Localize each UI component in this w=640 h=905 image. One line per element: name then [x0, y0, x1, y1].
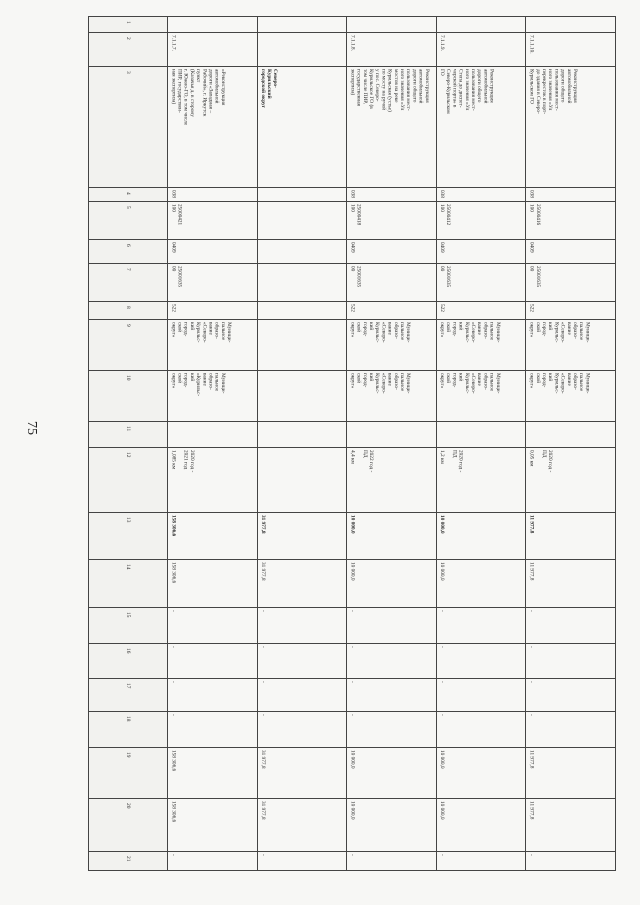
- table-cell-text: 10 000,0: [438, 750, 445, 769]
- table-cell: [168, 188, 258, 202]
- table-cell: [168, 512, 258, 560]
- column-header-label: 16: [125, 648, 132, 654]
- table-row: [89, 370, 616, 421]
- table-cell-text: 2020 год - ПД 1,2 км: [438, 449, 464, 473]
- table-cell: [257, 301, 347, 319]
- table-cell: [168, 201, 258, 240]
- table-cell-text: 10 000,0: [349, 801, 356, 820]
- table-cell-text: -: [349, 646, 356, 648]
- table-cell-text: 11 977,8: [528, 514, 535, 533]
- table-cell-text: 10 000,0: [438, 801, 445, 820]
- table-cell: [347, 607, 437, 643]
- table-cell-text: 522: [349, 303, 356, 312]
- table-cell: [257, 17, 347, 33]
- table-cell: [347, 512, 437, 560]
- table-cell-text: -: [170, 681, 177, 683]
- table-cell: [257, 319, 347, 370]
- table-cell: [168, 319, 258, 370]
- table-cell-text: «Реконструкция автомобильной дороги «Западная – Рабочий», г. Иркутск пункт (Казачья д. в сторону г. Южно-ГО, в том числе ПИР, государствен- ная экспертиза): [170, 68, 226, 126]
- table-row: [89, 748, 616, 799]
- table-cell-text: -: [349, 609, 356, 612]
- column-header: [89, 560, 168, 608]
- table-cell-text: 158 306,6: [170, 801, 177, 823]
- column-header: [89, 17, 168, 33]
- table-cell: [257, 240, 347, 264]
- table-cell: [436, 447, 526, 512]
- table-cell-text: 7.1.1.10.: [528, 34, 535, 54]
- table-cell-text: 2020 год - 2021 год 1,085 км: [170, 449, 195, 473]
- table-cell: [347, 201, 437, 240]
- table-cell-text: Муници- пальное образо- вание «Северо- Курильс- кий город- ской округ»: [170, 321, 233, 343]
- table-row: [89, 17, 616, 33]
- table-cell-text: 11 977,8: [528, 801, 535, 820]
- table-cell-text: 31 977,8: [259, 562, 266, 581]
- table-cell: [436, 301, 526, 319]
- table-cell: [168, 851, 258, 870]
- table-cell-text: Северо- Курильский городской округ: [259, 68, 279, 108]
- table-cell-text: -: [259, 609, 266, 612]
- table-cell-text: 10 000,0: [438, 514, 445, 534]
- column-header-label: 10: [125, 374, 132, 381]
- table-cell-text: Муници- пальное образо- вание «Курильс- кий город- ской округ»: [170, 372, 226, 396]
- table-row: [89, 301, 616, 319]
- budget-table: [88, 16, 616, 871]
- table-cell-text: -: [259, 853, 266, 856]
- table-row: [89, 66, 616, 187]
- table-cell-text: 522: [528, 303, 535, 312]
- column-header: [89, 512, 168, 560]
- table-cell-text: 158 306,6: [170, 750, 177, 772]
- column-header: [89, 264, 168, 301]
- table-row: [89, 447, 616, 512]
- column-header-label: 19: [125, 752, 132, 758]
- table-cell: [526, 301, 616, 319]
- table-cell: [526, 851, 616, 870]
- table-cell: [168, 370, 258, 421]
- column-header: [89, 679, 168, 712]
- table-cell-text: -: [259, 646, 266, 648]
- table-cell: [526, 319, 616, 370]
- table-cell: [436, 748, 526, 799]
- table-cell-text: 7.1.1.7.: [170, 34, 177, 51]
- table-cell: [526, 560, 616, 608]
- table-cell-text: -: [528, 853, 535, 856]
- column-header: [89, 799, 168, 851]
- table-row: [89, 679, 616, 712]
- table-cell-text: 25001635 00: [438, 266, 452, 288]
- column-header: [89, 188, 168, 202]
- column-header-label: 20: [125, 803, 132, 809]
- table-cell: [347, 799, 437, 851]
- column-header-label: 15: [125, 611, 132, 618]
- table-cell-text: -: [170, 609, 177, 612]
- table-cell: [257, 188, 347, 202]
- column-header: [89, 66, 168, 187]
- table-row: [89, 712, 616, 748]
- table-cell: [526, 607, 616, 643]
- column-header-label: 4: [125, 192, 132, 195]
- table-cell: [436, 319, 526, 370]
- table-cell: [257, 201, 347, 240]
- table-cell: [526, 447, 616, 512]
- table-cell-text: Муници- пальное образо- вание «Северо- Курильс- кий город- ской округ»: [438, 372, 501, 394]
- table-cell: [168, 607, 258, 643]
- table-cell: [526, 240, 616, 264]
- table-cell-text: Муници- пальное образо- вание «Северо- Курильс- кий город- ской округ»: [349, 372, 412, 394]
- table-cell-text: Реконструкция автомобильной дороги общего пользования мест- ного значения «Ул перекресток в порт- до здания в Северо- Курильском ГО: [528, 68, 578, 114]
- table-row: [89, 644, 616, 679]
- table-cell-text: 10 000,0: [438, 562, 445, 581]
- table-cell: [168, 799, 258, 851]
- table-row: [89, 607, 616, 643]
- table-cell-text: -: [259, 681, 266, 683]
- table-cell-text: -: [170, 714, 177, 716]
- column-header-label: 21: [125, 855, 132, 861]
- table-cell: [347, 301, 437, 319]
- column-header-label: 2: [125, 36, 132, 40]
- table-cell: [347, 748, 437, 799]
- table-cell-text: 038: [170, 190, 177, 199]
- table-cell: [257, 512, 347, 560]
- table-cell-text: 7.1.1.8.: [349, 34, 356, 51]
- table-cell-text: Муници- пальное образо- вание «Северо- Курильс- кий город- ской округ»: [528, 321, 591, 343]
- table-cell: [168, 66, 258, 187]
- table-cell: [436, 712, 526, 748]
- table-cell: [436, 370, 526, 421]
- table-cell-text: 0409: [438, 242, 445, 253]
- table-cell-text: 038: [528, 190, 535, 199]
- table-cell: [257, 799, 347, 851]
- table-cell: [347, 851, 437, 870]
- table-cell: [347, 264, 437, 301]
- column-header: [89, 447, 168, 512]
- table-cell-text: 25000421 100: [170, 203, 183, 226]
- table-cell: [168, 560, 258, 608]
- table-cell: [526, 679, 616, 712]
- data-table: [88, 16, 616, 871]
- table-cell-text: -: [438, 609, 445, 612]
- table-cell-text: -: [438, 646, 445, 648]
- table-cell-text: 522: [170, 303, 177, 312]
- table-cell: [436, 201, 526, 240]
- table-cell: [347, 644, 437, 679]
- table-cell: [168, 17, 258, 33]
- table-cell: [436, 851, 526, 870]
- table-cell-text: 25000416 100: [528, 203, 541, 226]
- table-cell: [347, 319, 437, 370]
- table-row: [89, 32, 616, 66]
- table-cell: [347, 679, 437, 712]
- table-cell-text: 31 977,8: [259, 514, 266, 534]
- table-cell-text: -: [349, 714, 356, 716]
- table-cell: [526, 421, 616, 447]
- table-cell: [526, 17, 616, 33]
- column-header: [89, 712, 168, 748]
- column-header-label: 1: [125, 21, 132, 24]
- table-cell: [526, 32, 616, 66]
- table-cell: [526, 512, 616, 560]
- table-cell: [436, 512, 526, 560]
- table-cell: [526, 264, 616, 301]
- table-cell-text: -: [349, 853, 356, 856]
- table-cell: [526, 370, 616, 421]
- column-header-label: 6: [125, 244, 132, 248]
- table-cell-text: -: [170, 646, 177, 648]
- page-number: 75: [24, 421, 39, 435]
- table-cell-text: 7.1.1.9.: [438, 34, 445, 51]
- column-header-label: 14: [125, 564, 132, 570]
- table-cell: [168, 679, 258, 712]
- table-cell: [436, 679, 526, 712]
- table-cell: [436, 560, 526, 608]
- table-cell-text: 11 977,8: [528, 562, 535, 581]
- table-cell: [168, 421, 258, 447]
- table-cell-text: Реконструкция автомобильной дороги общего пользования мест- ного значения «Ул Степа до диспет- черской порта» в Северо-Курильском ГО: [438, 68, 495, 114]
- table-row: [89, 851, 616, 870]
- column-header-label: 13: [125, 516, 132, 522]
- column-header-label: 5: [125, 205, 132, 209]
- table-cell: [257, 712, 347, 748]
- table-cell-text: 31 977,8: [259, 750, 266, 769]
- table-row: [89, 799, 616, 851]
- table-cell: [526, 644, 616, 679]
- table-cell: [436, 607, 526, 643]
- table-cell-text: 10 000,0: [349, 514, 356, 534]
- table-cell: [168, 748, 258, 799]
- table-cell: [347, 66, 437, 187]
- table-cell: [436, 188, 526, 202]
- table-row: [89, 560, 616, 608]
- table-cell-text: 522: [438, 303, 445, 312]
- table-cell: [347, 712, 437, 748]
- table-cell: [168, 264, 258, 301]
- table-cell-text: 0409: [170, 242, 177, 253]
- table-cell: [526, 748, 616, 799]
- table-cell-text: -: [528, 646, 535, 648]
- table-cell-text: -: [349, 681, 356, 683]
- table-cell-text: -: [170, 853, 177, 856]
- table-row: [89, 188, 616, 202]
- table-row: [89, 319, 616, 370]
- table-cell-text: Муници- пальное образо- вание «Северо- Курильс- кий город- ской округ»: [438, 321, 501, 343]
- table-cell-text: 10 000,0: [349, 750, 356, 769]
- table-cell: [526, 799, 616, 851]
- table-cell-text: 158 306,6: [170, 562, 177, 584]
- table-cell-text: 25001635 00: [528, 266, 541, 288]
- table-cell-text: -: [528, 681, 535, 683]
- column-header: [89, 851, 168, 870]
- table-cell: [257, 748, 347, 799]
- column-header-label: 8: [125, 305, 132, 309]
- table-cell: [257, 32, 347, 66]
- table-cell-text: 0409: [528, 242, 535, 253]
- table-cell-text: Муници- пальное образо- вание «Северо- Курильс- кий город- ской округ»: [349, 321, 412, 343]
- table-cell-text: 158 306,6: [170, 514, 177, 536]
- column-header: [89, 370, 168, 421]
- table-cell-text: 11 977,8: [528, 750, 535, 769]
- table-cell: [257, 370, 347, 421]
- table-cell: [168, 644, 258, 679]
- column-header-label: 12: [125, 451, 132, 458]
- column-header-label: 18: [125, 716, 132, 722]
- table-cell: [526, 188, 616, 202]
- table-cell: [347, 32, 437, 66]
- table-cell: [347, 370, 437, 421]
- table-cell: [257, 66, 347, 187]
- table-cell-text: Реконструкция автомобильной дороги общего пользования мест- ного значения «Ул мостов на реке Курильская (устье) по мосту на ручей у пос. Северо- Курильское ГО (в том числе ПИР, государственная экспертиза): [349, 68, 430, 112]
- column-header: [89, 319, 168, 370]
- table-cell: [436, 644, 526, 679]
- table-cell: [436, 799, 526, 851]
- table-cell-text: 2022 год - ПД 4,4 км: [349, 449, 375, 473]
- table-cell-text: -: [438, 714, 445, 716]
- column-header: [89, 421, 168, 447]
- table-row: [89, 240, 616, 264]
- table-cell-text: -: [438, 853, 445, 856]
- table-cell-text: -: [528, 609, 535, 612]
- table-cell: [257, 560, 347, 608]
- table-row: [89, 264, 616, 301]
- table-cell-text: -: [259, 714, 266, 716]
- table-row: [89, 512, 616, 560]
- column-header-label: 11: [125, 425, 132, 432]
- table-cell-text: 25000412 100: [438, 203, 452, 226]
- column-header: [89, 301, 168, 319]
- table-cell: [257, 421, 347, 447]
- table-cell-text: 038: [349, 190, 356, 199]
- table-cell: [526, 66, 616, 187]
- column-header: [89, 644, 168, 679]
- table-cell-text: 2020 год - ПД 0,05 км: [528, 449, 554, 473]
- table-cell-text: Муници- пальное образо- вание «Северо- Курильс- кий город- ской округ»: [528, 372, 591, 394]
- table-cell: [436, 66, 526, 187]
- table-cell: [347, 188, 437, 202]
- table-cell: [168, 712, 258, 748]
- table-row: [89, 201, 616, 240]
- table-cell-text: 10 000,0: [349, 562, 356, 581]
- column-header: [89, 748, 168, 799]
- table-cell: [436, 264, 526, 301]
- table-cell: [347, 447, 437, 512]
- table-cell: [257, 851, 347, 870]
- table-cell: [257, 264, 347, 301]
- table-cell: [526, 201, 616, 240]
- table-cell: [526, 712, 616, 748]
- table-cell: [347, 240, 437, 264]
- table-cell: [168, 447, 258, 512]
- column-header: [89, 201, 168, 240]
- table-cell-text: 0409: [349, 242, 356, 253]
- table-cell: [436, 421, 526, 447]
- table-cell: [257, 679, 347, 712]
- table-cell: [168, 240, 258, 264]
- table-cell-text: -: [438, 681, 445, 683]
- table-cell-text: 25001635 00: [349, 266, 362, 288]
- table-cell-text: 038: [438, 190, 445, 199]
- table-row: [89, 421, 616, 447]
- column-header-label: 3: [125, 70, 132, 74]
- column-header: [89, 240, 168, 264]
- table-cell-text: 25001635 00: [170, 266, 183, 288]
- table-cell: [257, 447, 347, 512]
- column-header: [89, 607, 168, 643]
- table-cell: [168, 301, 258, 319]
- table-cell: [168, 32, 258, 66]
- table-cell: [436, 32, 526, 66]
- table-cell: [347, 17, 437, 33]
- column-header-label: 17: [125, 683, 132, 689]
- column-header-label: 9: [125, 323, 132, 327]
- column-header-label: 7: [125, 268, 132, 271]
- table-cell: [257, 644, 347, 679]
- table-cell: [347, 560, 437, 608]
- table-cell-text: -: [528, 714, 535, 716]
- table-cell-text: 31 977,8: [259, 801, 266, 820]
- table-cell: [436, 240, 526, 264]
- table-cell: [347, 421, 437, 447]
- column-header: [89, 32, 168, 66]
- table-cell: [257, 607, 347, 643]
- table-cell-text: 25000418 100: [349, 203, 362, 226]
- table-cell: [436, 17, 526, 33]
